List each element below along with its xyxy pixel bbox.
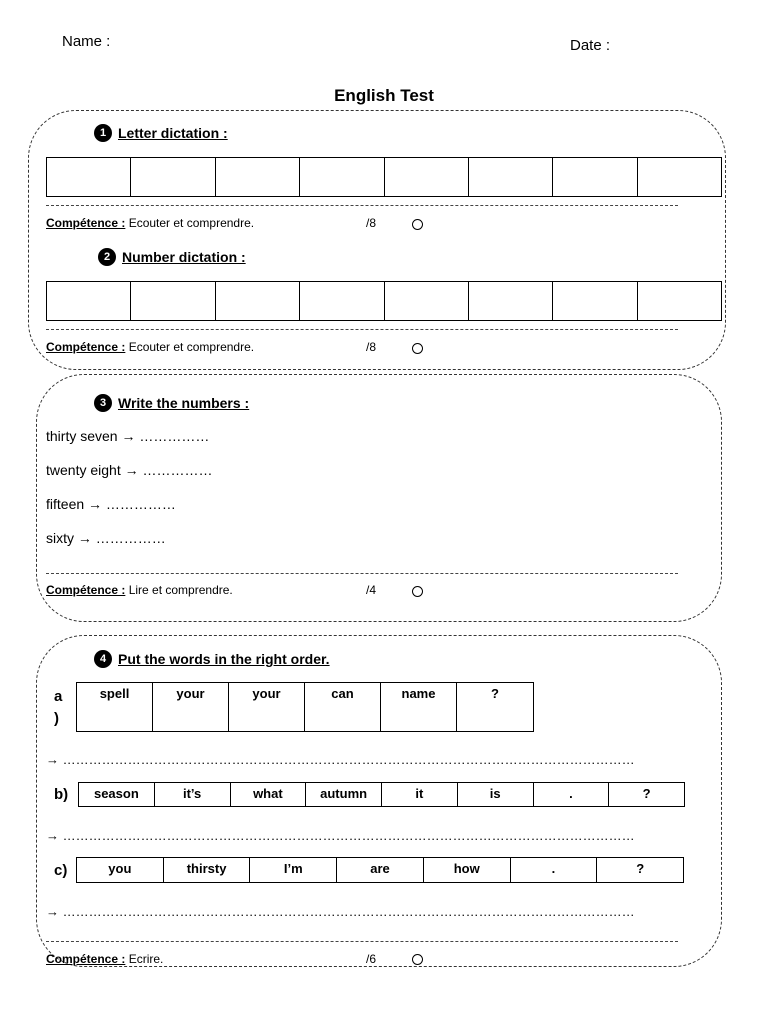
word-cell: how [424, 858, 511, 882]
word-cell: ? [636, 861, 645, 876]
number-word-item[interactable]: thirty seven → …………… [46, 428, 210, 444]
row-b-label: b) [54, 786, 69, 803]
assessment-circle-icon[interactable] [412, 586, 423, 597]
word-cell: I’m [250, 858, 337, 882]
section-1-number: 1 [94, 124, 112, 142]
section-2-title: Number dictation : [122, 249, 246, 265]
section-4-title: Put the words in the right order. [118, 651, 330, 667]
competence-text: Ecouter et comprendre. [125, 340, 255, 354]
word-cell: spell [77, 683, 153, 731]
row-a-label: a ) [54, 688, 63, 727]
section-3-heading [94, 394, 249, 412]
competence-label: Compétence : [46, 340, 126, 354]
number-box[interactable] [385, 282, 469, 320]
number-word-item[interactable]: sixty → …………… [46, 530, 166, 546]
row-c-label: c) [54, 862, 68, 879]
letter-box[interactable] [216, 158, 300, 196]
number-box[interactable] [553, 282, 637, 320]
section-2-score: /8 [366, 340, 377, 354]
section-4-heading [94, 650, 330, 668]
section-2-number: 2 [98, 248, 116, 266]
section-1-heading [94, 124, 228, 142]
section-2-competence [46, 340, 254, 354]
word-cell: your [153, 683, 229, 731]
word-cell: it’s [155, 783, 231, 806]
number-box[interactable] [638, 282, 721, 320]
section-4-score: /6 [366, 952, 377, 966]
answer-line-b[interactable]: → …………………………………………………………………………………………………………………… [46, 828, 635, 843]
number-word-item[interactable]: fifteen → …………… [46, 496, 176, 512]
word-cell: it [382, 783, 458, 806]
assessment-circle-icon[interactable] [412, 343, 423, 354]
divider [46, 573, 678, 574]
word-cell: can [305, 683, 381, 731]
page-title: English Test [334, 86, 434, 105]
answer-line-a[interactable]: → …………………………………………………………………………………………………………………… [46, 752, 635, 767]
section-4-competence [46, 952, 163, 966]
word-cell: ? [491, 686, 499, 701]
answer-line-c[interactable]: → …………………………………………………………………………………………………………………… [46, 904, 635, 919]
number-box[interactable] [47, 282, 131, 320]
section-3-competence [46, 583, 233, 597]
competence-label: Compétence : [46, 583, 126, 597]
section-1-competence [46, 216, 254, 230]
word-cell: your [229, 683, 305, 731]
section-3-number: 3 [94, 394, 112, 412]
assessment-circle-icon[interactable] [412, 219, 423, 230]
word-cell: are [337, 858, 424, 882]
divider [46, 205, 678, 206]
word-cell: . [534, 783, 610, 806]
competence-text: Ecrire. [125, 952, 164, 966]
divider [46, 329, 678, 330]
competence-text: Lire et comprendre. [125, 583, 233, 597]
letter-box[interactable] [469, 158, 553, 196]
word-table-c [76, 857, 684, 883]
section-3-title: Write the numbers : [118, 395, 250, 411]
word-cell: thirsty [164, 858, 251, 882]
letter-box[interactable] [553, 158, 637, 196]
word-cell: name [381, 683, 457, 731]
word-table-a [76, 682, 534, 732]
section-3-score: /4 [366, 583, 377, 597]
letter-box[interactable] [47, 158, 131, 196]
competence-label: Compétence : [46, 952, 126, 966]
date-label: Date : [570, 37, 611, 54]
word-cell: what [231, 783, 307, 806]
word-table-b [78, 782, 685, 807]
letter-box[interactable] [385, 158, 469, 196]
number-word-item[interactable]: twenty eight → …………… [46, 462, 213, 478]
section-2-heading [98, 248, 246, 266]
word-cell: autumn [306, 783, 382, 806]
divider [46, 941, 678, 942]
assessment-circle-icon[interactable] [412, 954, 423, 965]
section-4-number: 4 [94, 650, 112, 668]
number-box[interactable] [469, 282, 553, 320]
number-dictation-grid [46, 281, 722, 321]
letter-box[interactable] [300, 158, 384, 196]
word-cell: ? [642, 786, 651, 801]
section-box-1-2 [28, 110, 726, 370]
word-cell: is [458, 783, 534, 806]
word-cell: you [77, 858, 164, 882]
letter-box[interactable] [131, 158, 215, 196]
name-label: Name : [62, 33, 111, 50]
number-box[interactable] [300, 282, 384, 320]
competence-text: Ecouter et comprendre. [125, 216, 255, 230]
letter-box[interactable] [638, 158, 721, 196]
section-1-score: /8 [366, 216, 377, 230]
competence-label: Compétence : [46, 216, 126, 230]
word-cell: . [511, 858, 598, 882]
section-1-title: Letter dictation : [118, 125, 228, 141]
word-cell: season [79, 783, 155, 806]
letter-dictation-grid [46, 157, 722, 197]
number-box[interactable] [131, 282, 215, 320]
number-box[interactable] [216, 282, 300, 320]
